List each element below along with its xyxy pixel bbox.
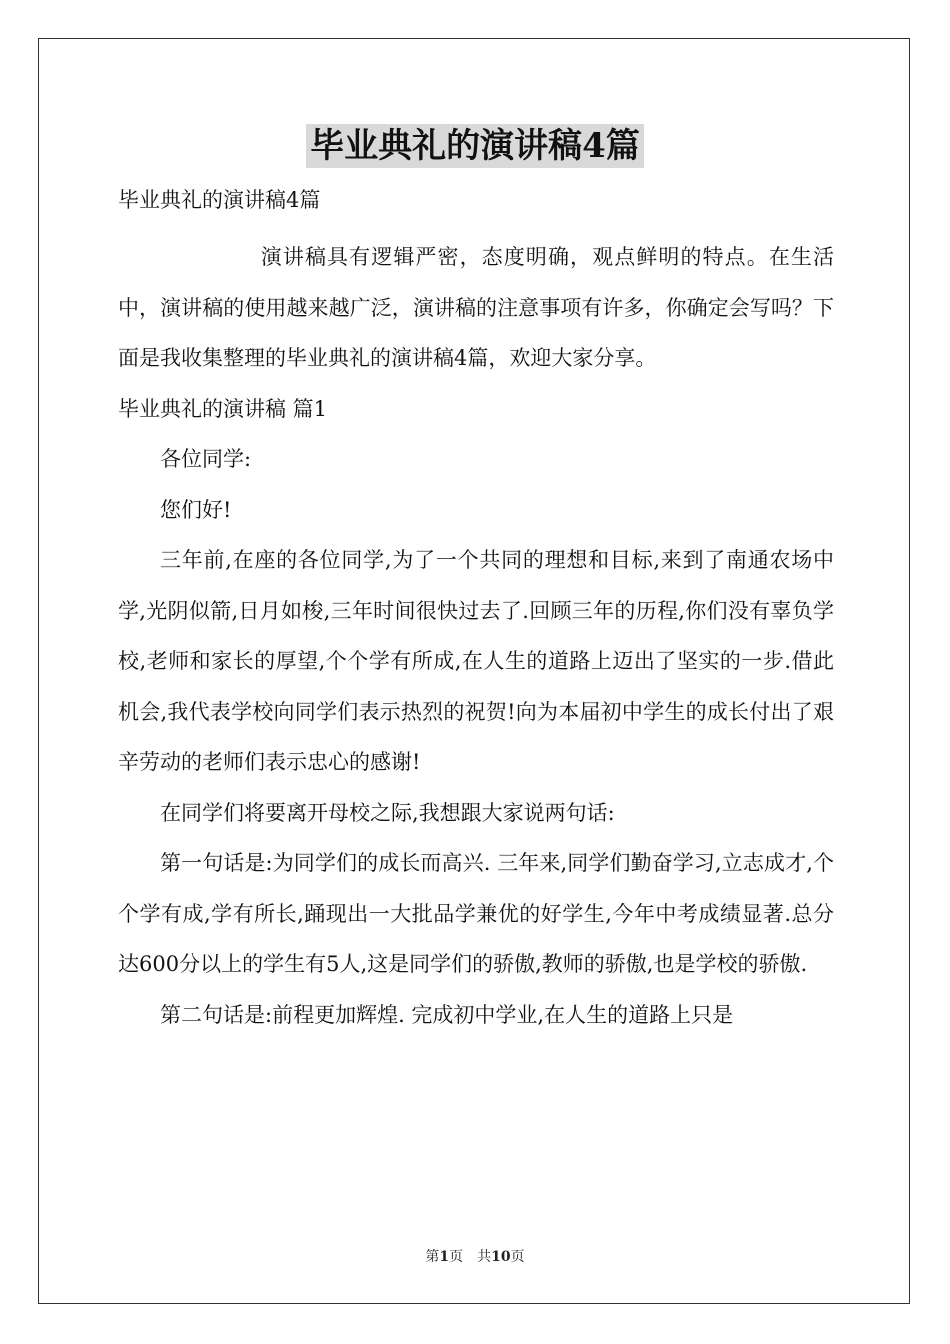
page-suffix: 页 (510, 1249, 525, 1265)
document-title: 毕业典礼的演讲稿4篇 (306, 124, 644, 168)
document-title-wrap (0, 124, 950, 168)
body-paragraph: 您们好! (160, 497, 232, 522)
body-paragraph: 在同学们将要离开母校之际,我想跟大家说两句话: (160, 800, 615, 825)
page-footer (0, 1246, 950, 1266)
body-paragraph: 三年前,在座的各位同学,为了一个共同的理想和目标,来到了南通农场中学,光阴似箭,日月如梭,三年时间很快过去了.回顾三年的历程,你们没有辜负学校,老师和家长的厚望,个个学有所成,在人生的道路上迈出了坚实的一步.借此机会,我代表学校向同学们表示热烈的祝贺!向为本届初中学生的成长付出了艰辛劳动的老师们表示忠心的感谢! (118, 548, 834, 774)
page-mid: 页 共 (449, 1249, 492, 1265)
page-prefix: 第 (425, 1249, 440, 1265)
document-body (118, 182, 834, 1040)
document-subtitle: 毕业典礼的演讲稿4篇 (118, 188, 321, 212)
page-current: 1 (439, 1249, 450, 1265)
body-paragraph: 第二句话是:前程更加辉煌. 完成初中学业,在人生的道路上只是 (160, 1002, 734, 1027)
body-paragraph: 各位同学: (160, 447, 252, 471)
intro-paragraph: 演讲稿具有逻辑严密，态度明确，观点鲜明的特点。在生活中，演讲稿的使用越来越广泛，演讲稿的注意事项有许多，你确定会写吗？下面是我收集整理的毕业典礼的演讲稿4篇，欢迎大家分享。 (118, 245, 834, 370)
body-paragraph: 第一句话是:为同学们的成长而高兴. 三年来,同学们勤奋学习,立志成才,个个学有成,学有所长,踊现出一大批品学兼优的好学生,今年中考成绩显著.总分达600分以上的学生有5人,这是同学们的骄傲,教师的骄傲,也是学校的骄傲. (118, 851, 834, 976)
section-heading: 毕业典礼的演讲稿 篇1 (118, 396, 328, 421)
page-total: 10 (491, 1249, 511, 1265)
